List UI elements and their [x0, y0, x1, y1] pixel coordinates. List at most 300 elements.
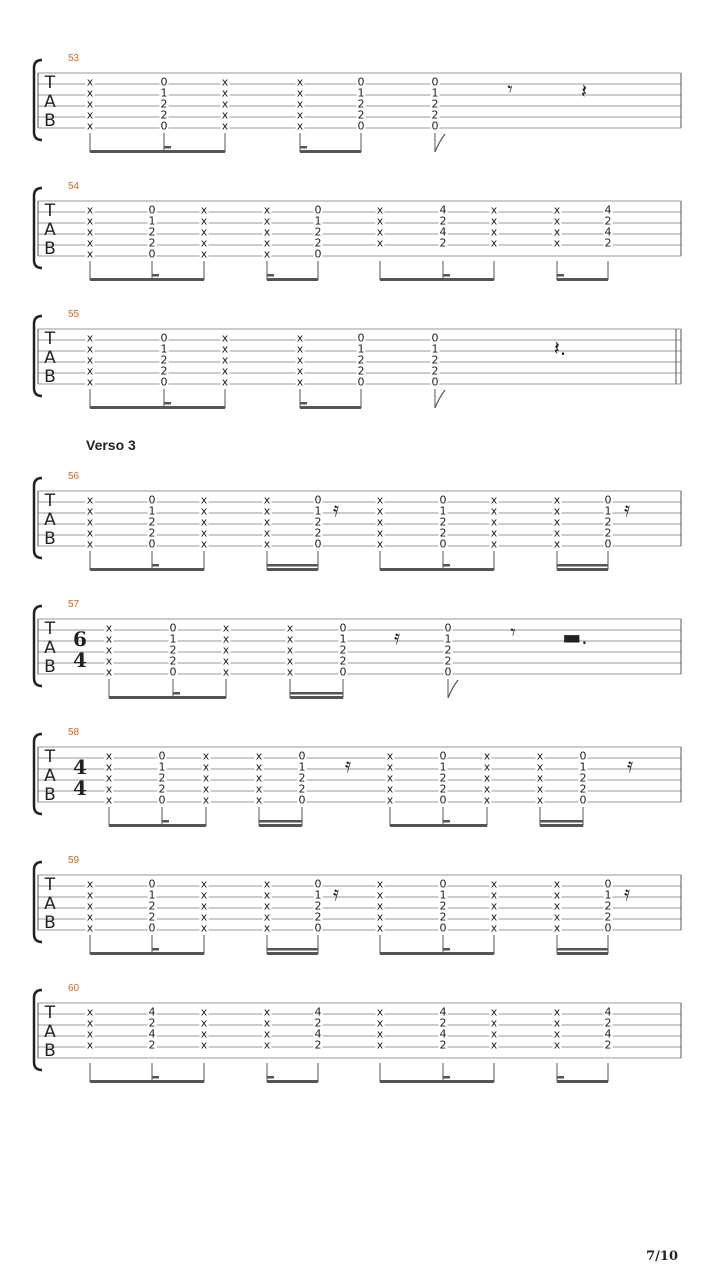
beam-secondary	[557, 948, 608, 951]
dead-note: x	[255, 760, 263, 774]
dead-note: x	[263, 247, 271, 261]
dead-note: x	[553, 236, 561, 250]
tab-letter-b: B	[44, 111, 56, 131]
dead-note: x	[105, 771, 113, 785]
fret-number: 0	[604, 537, 612, 551]
fret-number: 0	[579, 793, 587, 807]
fret-number: 4	[439, 203, 447, 217]
dead-note: x	[263, 921, 271, 935]
dead-note: x	[105, 749, 113, 763]
beam	[90, 278, 204, 281]
tab-letter-a: A	[44, 510, 56, 530]
fret-number: 2	[444, 643, 452, 657]
fret-number: 1	[604, 504, 612, 518]
tab-letter-a: A	[44, 894, 56, 914]
dead-note: x	[376, 1016, 384, 1030]
dead-note: x	[553, 537, 561, 551]
dead-note: x	[296, 108, 304, 122]
sixteenth-rest-icon: 𝄿	[623, 881, 631, 905]
dead-note: x	[86, 888, 94, 902]
beam	[557, 568, 608, 571]
tab-letter-t: T	[44, 329, 56, 349]
fret-number: 1	[314, 888, 322, 902]
eighth-rest-icon: 𝄾	[510, 620, 516, 644]
dead-note: x	[200, 493, 208, 507]
dead-note: x	[200, 526, 208, 540]
dead-note: x	[86, 515, 94, 529]
fret-number: 0	[158, 793, 166, 807]
dead-note: x	[86, 1027, 94, 1041]
fret-number: 2	[439, 515, 447, 529]
fret-number: 2	[604, 899, 612, 913]
dead-note: x	[483, 771, 491, 785]
dead-note: x	[200, 515, 208, 529]
fret-number: 2	[604, 214, 612, 228]
measure-number: 55	[68, 309, 80, 320]
fret-number: 2	[439, 899, 447, 913]
fret-number: 0	[579, 749, 587, 763]
dead-note: x	[286, 665, 294, 679]
tab-letter-t: T	[44, 73, 56, 93]
fret-number: 0	[160, 331, 168, 345]
beam	[259, 824, 302, 827]
dead-note: x	[386, 771, 394, 785]
dead-note: x	[286, 621, 294, 635]
fret-number: 4	[314, 1005, 322, 1019]
dead-note: x	[376, 236, 384, 250]
dead-note: x	[536, 749, 544, 763]
sixteenth-rest-icon: 𝄿	[332, 881, 340, 905]
dead-note: x	[105, 782, 113, 796]
fret-number: 1	[298, 760, 306, 774]
fret-number: 2	[439, 1038, 447, 1052]
beam	[109, 696, 226, 699]
dead-note: x	[263, 214, 271, 228]
dead-note: x	[386, 760, 394, 774]
fret-number: 4	[604, 225, 612, 239]
tab-letter-t: T	[44, 619, 56, 639]
dead-note: x	[490, 1027, 498, 1041]
beam-partial	[152, 564, 159, 567]
dead-note: x	[553, 1038, 561, 1052]
tab-system-55	[34, 309, 681, 409]
fret-number: 0	[314, 203, 322, 217]
beam	[390, 824, 487, 827]
dead-note: x	[490, 1016, 498, 1030]
fret-number: 2	[604, 515, 612, 529]
fret-number: 2	[357, 353, 365, 367]
measure-number: 53	[68, 53, 80, 64]
dotted-half-rest-icon: ▬.	[562, 625, 588, 649]
dead-note: x	[296, 342, 304, 356]
tab-letter-a: A	[44, 348, 56, 368]
tab-letter-t: T	[44, 875, 56, 895]
fret-number: 0	[357, 375, 365, 389]
fret-number: 2	[314, 515, 322, 529]
fret-number: 0	[314, 493, 322, 507]
dead-note: x	[553, 877, 561, 891]
fret-number: 0	[439, 877, 447, 891]
dead-note: x	[263, 910, 271, 924]
fret-number: 2	[604, 1038, 612, 1052]
fret-number: 1	[357, 86, 365, 100]
fret-number: 0	[339, 621, 347, 635]
fret-number: 0	[314, 877, 322, 891]
fret-number: 1	[148, 214, 156, 228]
dead-note: x	[86, 364, 94, 378]
tab-system-56	[34, 471, 681, 571]
fret-number: 0	[314, 921, 322, 935]
dead-note: x	[221, 364, 229, 378]
note-flag	[448, 680, 458, 698]
beam	[290, 696, 343, 699]
dead-note: x	[105, 643, 113, 657]
dead-note: x	[296, 97, 304, 111]
fret-number: 2	[431, 353, 439, 367]
fret-number: 0	[431, 119, 439, 133]
measure-number: 60	[68, 983, 80, 994]
beam-partial	[443, 1076, 450, 1079]
fret-number: 0	[169, 621, 177, 635]
dead-note: x	[553, 504, 561, 518]
dead-note: x	[483, 760, 491, 774]
dead-note: x	[286, 643, 294, 657]
beam-partial	[443, 274, 450, 277]
beam	[90, 150, 225, 153]
dead-note: x	[553, 899, 561, 913]
measure-number: 57	[68, 599, 80, 610]
fret-number: 0	[314, 247, 322, 261]
fret-number: 2	[604, 910, 612, 924]
fret-number: 1	[439, 888, 447, 902]
fret-number: 2	[160, 97, 168, 111]
sixteenth-rest-icon: 𝄿	[344, 753, 352, 777]
dead-note: x	[490, 236, 498, 250]
sixteenth-rest-icon: 𝄿	[393, 625, 401, 649]
dead-note: x	[255, 782, 263, 796]
fret-number: 1	[431, 342, 439, 356]
fret-number: 2	[314, 1038, 322, 1052]
section-label: Verso 3	[86, 437, 136, 453]
dead-note: x	[221, 342, 229, 356]
tab-system-57	[34, 599, 681, 699]
dead-note: x	[86, 537, 94, 551]
dead-note: x	[200, 537, 208, 551]
dead-note: x	[386, 793, 394, 807]
dead-note: x	[86, 108, 94, 122]
dead-note: x	[376, 504, 384, 518]
dead-note: x	[296, 331, 304, 345]
dead-note: x	[490, 910, 498, 924]
dead-note: x	[553, 225, 561, 239]
beam-partial	[267, 274, 274, 277]
fret-number: 1	[604, 888, 612, 902]
fret-number: 1	[169, 632, 177, 646]
beam-partial	[162, 820, 169, 823]
dead-note: x	[263, 1038, 271, 1052]
fret-number: 1	[444, 632, 452, 646]
beam-partial	[173, 692, 180, 695]
beam-partial	[443, 820, 450, 823]
fret-number: 2	[148, 910, 156, 924]
fret-number: 0	[439, 921, 447, 935]
dead-note: x	[490, 526, 498, 540]
fret-number: 4	[604, 203, 612, 217]
note-flag	[435, 390, 445, 408]
beam-partial	[267, 1076, 274, 1079]
beam-partial	[152, 1076, 159, 1079]
dead-note: x	[86, 1005, 94, 1019]
dead-note: x	[263, 236, 271, 250]
fret-number: 1	[357, 342, 365, 356]
dead-note: x	[376, 225, 384, 239]
dead-note: x	[200, 247, 208, 261]
beam-secondary	[267, 948, 318, 951]
fret-number: 4	[314, 1027, 322, 1041]
fret-number: 1	[158, 760, 166, 774]
beam-secondary	[290, 692, 343, 695]
fret-number: 2	[339, 643, 347, 657]
dead-note: x	[536, 760, 544, 774]
beam	[380, 278, 494, 281]
fret-number: 1	[579, 760, 587, 774]
fret-number: 0	[169, 665, 177, 679]
tab-letter-t: T	[44, 201, 56, 221]
fret-number: 0	[298, 793, 306, 807]
dead-note: x	[255, 793, 263, 807]
tab-letter-b: B	[44, 239, 56, 259]
fret-number: 1	[439, 504, 447, 518]
beam	[90, 568, 204, 571]
fret-number: 2	[169, 654, 177, 668]
dead-note: x	[490, 899, 498, 913]
fret-number: 1	[439, 760, 447, 774]
dead-note: x	[222, 654, 230, 668]
dead-note: x	[86, 86, 94, 100]
beam	[380, 568, 494, 571]
fret-number: 2	[439, 910, 447, 924]
dead-note: x	[222, 643, 230, 657]
dead-note: x	[490, 504, 498, 518]
time-signature-bottom: 4	[73, 776, 87, 800]
dead-note: x	[376, 203, 384, 217]
dead-note: x	[553, 1016, 561, 1030]
fret-number: 4	[439, 225, 447, 239]
dead-note: x	[553, 1027, 561, 1041]
fret-number: 2	[339, 654, 347, 668]
tab-letter-b: B	[44, 657, 56, 677]
dead-note: x	[202, 782, 210, 796]
fret-number: 2	[160, 108, 168, 122]
dead-note: x	[483, 749, 491, 763]
beam-partial	[300, 146, 307, 149]
dead-note: x	[86, 375, 94, 389]
dead-note: x	[202, 760, 210, 774]
fret-number: 0	[148, 537, 156, 551]
dead-note: x	[490, 877, 498, 891]
tab-letter-a: A	[44, 638, 56, 658]
dead-note: x	[376, 921, 384, 935]
dead-note: x	[86, 203, 94, 217]
fret-number: 2	[148, 225, 156, 239]
fret-number: 4	[148, 1027, 156, 1041]
dead-note: x	[296, 364, 304, 378]
dead-note: x	[263, 225, 271, 239]
fret-number: 0	[357, 331, 365, 345]
time-signature-bottom: 4	[73, 648, 87, 672]
measure-number: 58	[68, 727, 80, 738]
fret-number: 2	[298, 771, 306, 785]
beam	[90, 406, 225, 409]
beam-partial	[152, 948, 159, 951]
fret-number: 2	[158, 771, 166, 785]
dead-note: x	[553, 1005, 561, 1019]
dead-note: x	[296, 86, 304, 100]
dead-note: x	[483, 793, 491, 807]
dead-note: x	[386, 749, 394, 763]
dead-note: x	[86, 331, 94, 345]
dead-note: x	[553, 910, 561, 924]
dead-note: x	[221, 75, 229, 89]
dead-note: x	[86, 75, 94, 89]
fret-number: 2	[314, 526, 322, 540]
beam	[557, 1080, 608, 1083]
fret-number: 1	[431, 86, 439, 100]
dead-note: x	[86, 247, 94, 261]
fret-number: 0	[439, 793, 447, 807]
dead-note: x	[86, 877, 94, 891]
fret-number: 2	[357, 108, 365, 122]
dead-note: x	[86, 119, 94, 133]
fret-number: 0	[148, 877, 156, 891]
dead-note: x	[255, 771, 263, 785]
dead-note: x	[296, 375, 304, 389]
fret-number: 2	[148, 526, 156, 540]
dead-note: x	[200, 1027, 208, 1041]
fret-number: 0	[357, 119, 365, 133]
measure-number: 54	[68, 181, 80, 192]
dead-note: x	[200, 1016, 208, 1030]
dead-note: x	[263, 504, 271, 518]
fret-number: 1	[314, 504, 322, 518]
dead-note: x	[221, 375, 229, 389]
tab-system-54	[34, 181, 681, 281]
tab-system-59	[34, 855, 681, 955]
dead-note: x	[490, 1038, 498, 1052]
fret-number: 0	[431, 375, 439, 389]
fret-number: 2	[431, 97, 439, 111]
dead-note: x	[105, 632, 113, 646]
dead-note: x	[490, 888, 498, 902]
dead-note: x	[296, 75, 304, 89]
tab-letter-b: B	[44, 1041, 56, 1061]
fret-number: 0	[604, 493, 612, 507]
dead-note: x	[263, 515, 271, 529]
beam-partial	[152, 274, 159, 277]
dead-note: x	[553, 203, 561, 217]
beam	[267, 1080, 318, 1083]
fret-number: 2	[148, 236, 156, 250]
note-flag	[435, 134, 445, 152]
dead-note: x	[263, 888, 271, 902]
fret-number: 4	[439, 1027, 447, 1041]
fret-number: 4	[604, 1005, 612, 1019]
beam	[109, 824, 206, 827]
tab-letter-b: B	[44, 913, 56, 933]
dead-note: x	[490, 921, 498, 935]
fret-number: 0	[339, 665, 347, 679]
fret-number: 2	[148, 1038, 156, 1052]
dead-note: x	[202, 771, 210, 785]
fret-number: 0	[604, 921, 612, 935]
dead-note: x	[376, 1005, 384, 1019]
dead-note: x	[200, 888, 208, 902]
dead-note: x	[200, 877, 208, 891]
fret-number: 1	[148, 888, 156, 902]
beam	[557, 278, 608, 281]
fret-number: 0	[439, 749, 447, 763]
measure-number: 56	[68, 471, 80, 482]
dead-note: x	[221, 331, 229, 345]
tab-letter-b: B	[44, 785, 56, 805]
fret-number: 0	[148, 203, 156, 217]
page-number: 7/10	[646, 1249, 678, 1264]
fret-number: 0	[298, 749, 306, 763]
fret-number: 0	[314, 537, 322, 551]
dead-note: x	[105, 654, 113, 668]
fret-number: 2	[160, 364, 168, 378]
dead-note: x	[222, 665, 230, 679]
fret-number: 0	[148, 493, 156, 507]
fret-number: 4	[439, 1005, 447, 1019]
time-signature-top: 4	[73, 755, 87, 779]
fret-number: 2	[314, 910, 322, 924]
dead-note: x	[86, 910, 94, 924]
dead-note: x	[263, 493, 271, 507]
dead-note: x	[536, 793, 544, 807]
dead-note: x	[376, 1038, 384, 1052]
fret-number: 2	[439, 782, 447, 796]
dead-note: x	[263, 526, 271, 540]
fret-number: 0	[357, 75, 365, 89]
fret-number: 1	[314, 214, 322, 228]
dead-note: x	[553, 888, 561, 902]
tab-system-58	[34, 727, 681, 827]
beam-partial	[443, 948, 450, 951]
dead-note: x	[86, 1016, 94, 1030]
dead-note: x	[536, 771, 544, 785]
dead-note: x	[490, 1005, 498, 1019]
dead-note: x	[105, 793, 113, 807]
dead-note: x	[200, 203, 208, 217]
dead-note: x	[200, 910, 208, 924]
fret-number: 2	[148, 899, 156, 913]
dead-note: x	[483, 782, 491, 796]
dead-note: x	[86, 899, 94, 913]
beam-secondary	[557, 564, 608, 567]
dead-note: x	[376, 1027, 384, 1041]
dead-note: x	[105, 665, 113, 679]
beam	[90, 952, 204, 955]
fret-number: 2	[439, 526, 447, 540]
dead-note: x	[263, 203, 271, 217]
dead-note: x	[86, 214, 94, 228]
dead-note: x	[376, 526, 384, 540]
fret-number: 0	[604, 877, 612, 891]
fret-number: 2	[169, 643, 177, 657]
beam	[300, 406, 361, 409]
fret-number: 1	[160, 342, 168, 356]
